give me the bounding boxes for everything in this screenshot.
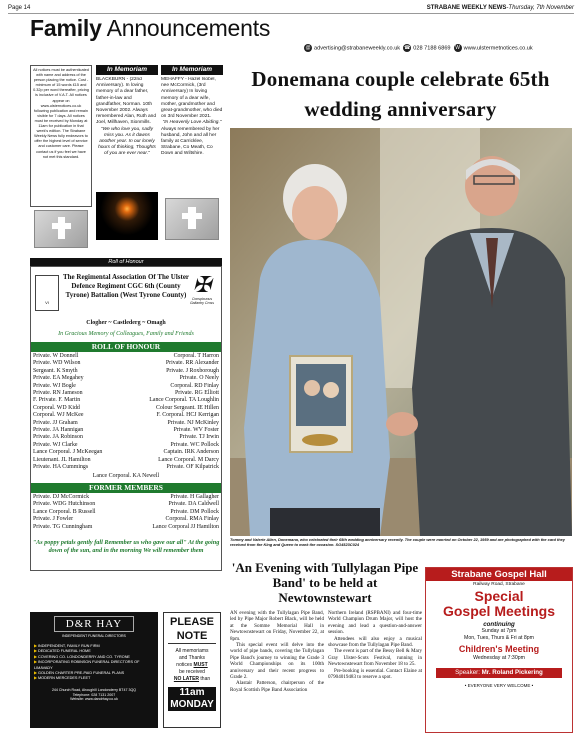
places-line: Clogher ~ Castlederg ~ Omagh: [86, 320, 166, 326]
list-item: [33, 501, 219, 508]
list-item: [33, 509, 219, 516]
list-item: [33, 516, 219, 523]
event-body-col-2: Northern Ireland (RSPBANI) and four-time World Champion Drum Major, will host the evening and lead a question-and-answer session. Attendees will also enjoy a musical showcase from the Tullylagan Pipe Band. The event is part of the Bessy Bell & Mary Gray Ulster-Scots Festival, running in Newtownstewart from November 18 to 25. Pre-booking is essential. Contact Elaine at 07904019483 to reserve a spot.: [328, 610, 422, 681]
gospel-hall-advert: Strabane Gospel Hall Railway Road, Strabane Special Gospel Meetings continuing Sunday at 7pm Mon, Tues, Thurs & Fri at 8pm Children's Meeting Wednesday at 7:30pm Speaker: Mr. Roland Pickering • EVERYONE VERY WELCOME •: [425, 567, 573, 733]
speaker-bar: Speaker: Mr. Roland Pickering: [436, 668, 562, 678]
roll-band: ROLL OF HONOUR: [31, 342, 221, 352]
contact-phone: 028 7188 6869: [413, 45, 451, 52]
name-entry: Lance Corporal. J McKeegan: [33, 449, 103, 456]
name-entry: Private. W Donnell: [33, 353, 79, 359]
name-entry: Lieutenant. JL Hamilton: [33, 456, 91, 463]
bullet-icon: ▶: [34, 654, 38, 659]
list-item: [33, 353, 219, 360]
name-entry: Private. OF Kilpatrick: [166, 464, 219, 471]
list-item: [33, 434, 219, 441]
page-number: Page 14: [8, 5, 31, 11]
name-entry: Private. JJ Graham: [33, 419, 78, 426]
name-entry: F. Private. F. Martin: [33, 397, 81, 404]
list-item: ▶ INCORPORATING ROBINSON FUNERAL DIRECTORS OF LIMAVADY: [34, 660, 140, 670]
list-item: [33, 405, 219, 412]
bible-image-left: [34, 210, 88, 248]
name-entry: Private. RN Jameson: [33, 390, 83, 397]
name-entry: F. Corporal. HCJ Kerrigan: [156, 412, 219, 419]
dr-hay-advert: D&R HAY INDEPENDENT FUNERAL DIRECTORS ▶ INDEPENDENT, FAMILY RUN FIRM ▶ DEDICATED FUNERAL HOME ▶ COVERING CO. LONDONDERRY AND CO. TYRONE ▶ INCORPORATING ROBINSON FUNERAL DIRECTORS OF LIMAVADY ▶ GOLDEN CHARTER PRE-PAID FUNERAL PLANS ▶ MODERN MERCEDES FLEET 244 Church Road, Ahoughill Londonderry BT47 3QQ Telephone: 028 7131 2007 Website: www.dandrhay.co.uk: [30, 612, 158, 728]
list-item: [33, 494, 219, 501]
bullet-icon: ▶: [34, 676, 38, 681]
list-item: [33, 368, 219, 375]
event-headline: 'An Evening with Tullylagan Pipe Band' to be held at Newtownstewart: [231, 560, 419, 605]
name-entry: Colour Sergeant. IE Hillen: [155, 404, 219, 411]
name-entry: Private. J Roxborough: [166, 367, 219, 374]
name-entry: Private. JA Robinson: [33, 434, 83, 441]
bible-image: [165, 198, 219, 240]
list-item: ▶ MODERN MERCEDES FLEET: [34, 676, 91, 681]
name-entry: Private. WJ Bogle: [33, 382, 76, 389]
name-entry: Private. O Neely: [179, 375, 219, 382]
name-entry: Private. DM Pollock: [170, 508, 219, 515]
photo-caption: Tommy and Valerie Allen, Donemana, who celebrated their 65th wedding anniversary recently. The couple were married on October 22, 1959 and are photographed with the card they received from the King and Queen to mark the occasion. SG4523C024: [230, 537, 565, 547]
list-item: [33, 449, 219, 456]
name-entry: Sergeant. K Smyth: [33, 367, 78, 374]
name-entry: Corporal. WD Kidd: [33, 404, 80, 411]
gospel-title: Strabane Gospel Hall: [426, 568, 572, 581]
memoriam-header-1: In Memoriam: [96, 65, 158, 75]
list-item: [33, 442, 219, 449]
name-entry: Private. EA Megahey: [33, 375, 84, 382]
notice-terms: All notices must be authenticated with name and address of the person placing the notice. Cost - minimum of 15 words £15 and 0.32p per word thereafter, pricing is inclusive of V.A.T. All notices appear on www.ulsternotices.co.uk following publication and remain visible for 7 days. All notices must be received by Monday at 11am for publication in that week's edition. The Strabane Weekly News fully endeavors to offer the highest level of service and customer care. Please contact us if you feel we have not met this standard.: [30, 65, 92, 207]
hay-service-list: [34, 644, 154, 682]
name-entry: Corporal. WJ McKee: [33, 412, 84, 419]
list-item: [33, 397, 219, 404]
email-icon: @: [305, 45, 311, 51]
list-item: ▶ COVERING CO. LONDONDERRY AND CO. TYRONE: [34, 654, 130, 659]
name-entry: Private. DA Caldwell: [168, 501, 219, 508]
phone-icon: ☎: [404, 45, 411, 51]
list-item: [33, 412, 219, 419]
list-item: [33, 390, 219, 397]
name-entry: Private. DJ McCormick: [33, 494, 90, 500]
former-band: FORMER MEMBERS: [31, 483, 221, 493]
name-entry: Private. RG Elliott: [174, 390, 219, 397]
list-item: ▶ GOLDEN CHARTER PRE-PAID FUNERAL PLANS: [34, 671, 125, 676]
candle-image: [96, 192, 158, 240]
name-entry: Private. JA Hannigan: [33, 427, 84, 434]
cross-icon: ✠: [192, 272, 212, 297]
list-item: [33, 427, 219, 434]
please-note-box: PLEASE NOTE All memoriams and Thanks notices MUST be received NO LATER than 11am MONDAY: [163, 612, 221, 728]
name-entry: Private. WDG Hutchinson: [33, 501, 96, 508]
contact-email[interactable]: advertising@strabaneweekly.co.uk: [314, 45, 401, 52]
name-entry: Lance Corporal. TA Loughlin: [149, 397, 219, 404]
roll-of-honour-header: Roll of Honour: [30, 258, 222, 266]
list-item: [33, 524, 219, 531]
list-item: ▶ INDEPENDENT, FAMILY RUN FIRM: [34, 644, 100, 648]
name-entry: Corporal. RMA Finlay: [165, 516, 219, 523]
event-body-col-1: AN evening with the Tullylagan Pipe Band, led by Pipe Major Robert Black, will be held at the Somme Memorial Hall in Newtownstewart on Friday, November 22, at 8pm. This special event will delve into the world of pipe bands, covering the Tullylagan Pipe Band's journey to winning the Grade 3 World Championships on its 100th anniversary and their recent progress to Grade 2. Alastair Patterson, chairperson of the Royal Scottish Pipe Band Association: [230, 610, 324, 693]
list-item: [33, 375, 219, 382]
paper-dateline: STRABANE WEEKLY NEWS-Thursday, 7th November: [426, 5, 574, 11]
name-entry: Private. H Gallagher: [170, 494, 219, 500]
memory-line: In Gracious Memory of Colleagues, Family and Friends: [58, 331, 194, 337]
former-list: [33, 494, 219, 531]
page-header: [8, 4, 574, 14]
list-item: [33, 457, 219, 464]
bullet-icon: ▶: [34, 660, 38, 665]
list-item: [33, 360, 219, 367]
udr-roll-of-honour: [30, 266, 222, 571]
name-entry: Private. RR Alexander: [165, 360, 219, 367]
name-entry: Corporal. RD Finlay: [170, 382, 219, 389]
poppy-verse: "As poppy petals gently fall Remember us who gave our all" At the going down of the sun, and in the morning We will remember them: [32, 539, 220, 554]
section-title: Family Announcements: [30, 15, 271, 41]
roll-list: [33, 353, 219, 472]
contact-web[interactable]: www.ulstermetnotices.co.uk: [463, 45, 533, 52]
web-icon: W: [455, 45, 461, 51]
list-item: [33, 464, 219, 471]
bullet-icon: ▶: [34, 649, 38, 654]
memoriam-notice-1: BLACKBURN - (22nd Anniversary). In loving memory of a dear father, father-in-law and grandfather, Norman. 10th November 2002. Always remembered Alan, Ruth and Joel, Millhaven, Sionmills. "We who love you, sadly miss you. As it dawns another year. In our lonely hours of thinking, Thoughts of you are ever near.": [96, 77, 156, 157]
name-entry: Captain. IRK Anderson: [163, 449, 219, 456]
memoriam-notice-2: MEHAFFY - Hazel Isobel, nee McCormick, (3rd Anniversary) In loving memory of a dear wife, mother, grandmother and great-grandmother, who died on 3rd November 2021. "In Heavenly Love Abiding." Always remembered by her husband, John and all her family at Carricklee, Strabane, Co Meath, Co Down and Wiltshire.: [161, 77, 223, 157]
list-item: ▶ DEDICATED FUNERAL HOME: [34, 649, 91, 654]
name-entry: Private. TJ Irwin: [179, 434, 219, 441]
name-entry: Private. NJ McKinley: [167, 419, 219, 426]
name-entry: Lance Corporal JJ Hamilton: [152, 523, 219, 530]
name-entry: Corporal. T Harron: [173, 353, 219, 359]
name-entry: Private. TG Cunningham: [33, 523, 93, 530]
name-entry: Private. WJ Clarke: [33, 441, 78, 448]
name-entry: Private. WV Foster: [173, 427, 219, 434]
contact-strip: [304, 44, 570, 52]
dr-hay-logo: D&R HAY: [54, 616, 134, 632]
udr-crest: VI: [35, 275, 59, 311]
list-item: [33, 420, 219, 427]
article-headline: Donemana couple celebrate 65th wedding anniversary: [251, 67, 550, 121]
name-entry: Private. WC Pollock: [170, 441, 219, 448]
memoriam-header-2: In Memoriam: [161, 65, 223, 75]
list-item: [33, 383, 219, 390]
bullet-icon: ▶: [34, 644, 38, 648]
name-entry: Private. HA Cummings: [33, 464, 89, 471]
name-entry: Private. J Fowler: [33, 516, 74, 523]
name-entry: Lance Corporal. B Russell: [33, 508, 96, 515]
couple-photo: [230, 128, 572, 536]
regiment-heading: The Regimental Association Of The Ulster Defence Regiment CGC 6th (County Tyrone) Battalion (West Tyrone County): [62, 273, 190, 299]
roll-last: Lance Corporal. KA Newell: [92, 473, 160, 479]
name-entry: Lance Corporal. M Darcy: [158, 456, 219, 463]
gallantry-cross: ✠ Conspicuous Gallantry Cross: [189, 272, 215, 305]
bullet-icon: ▶: [34, 671, 38, 676]
name-entry: Private. WD Wilson: [33, 360, 81, 367]
